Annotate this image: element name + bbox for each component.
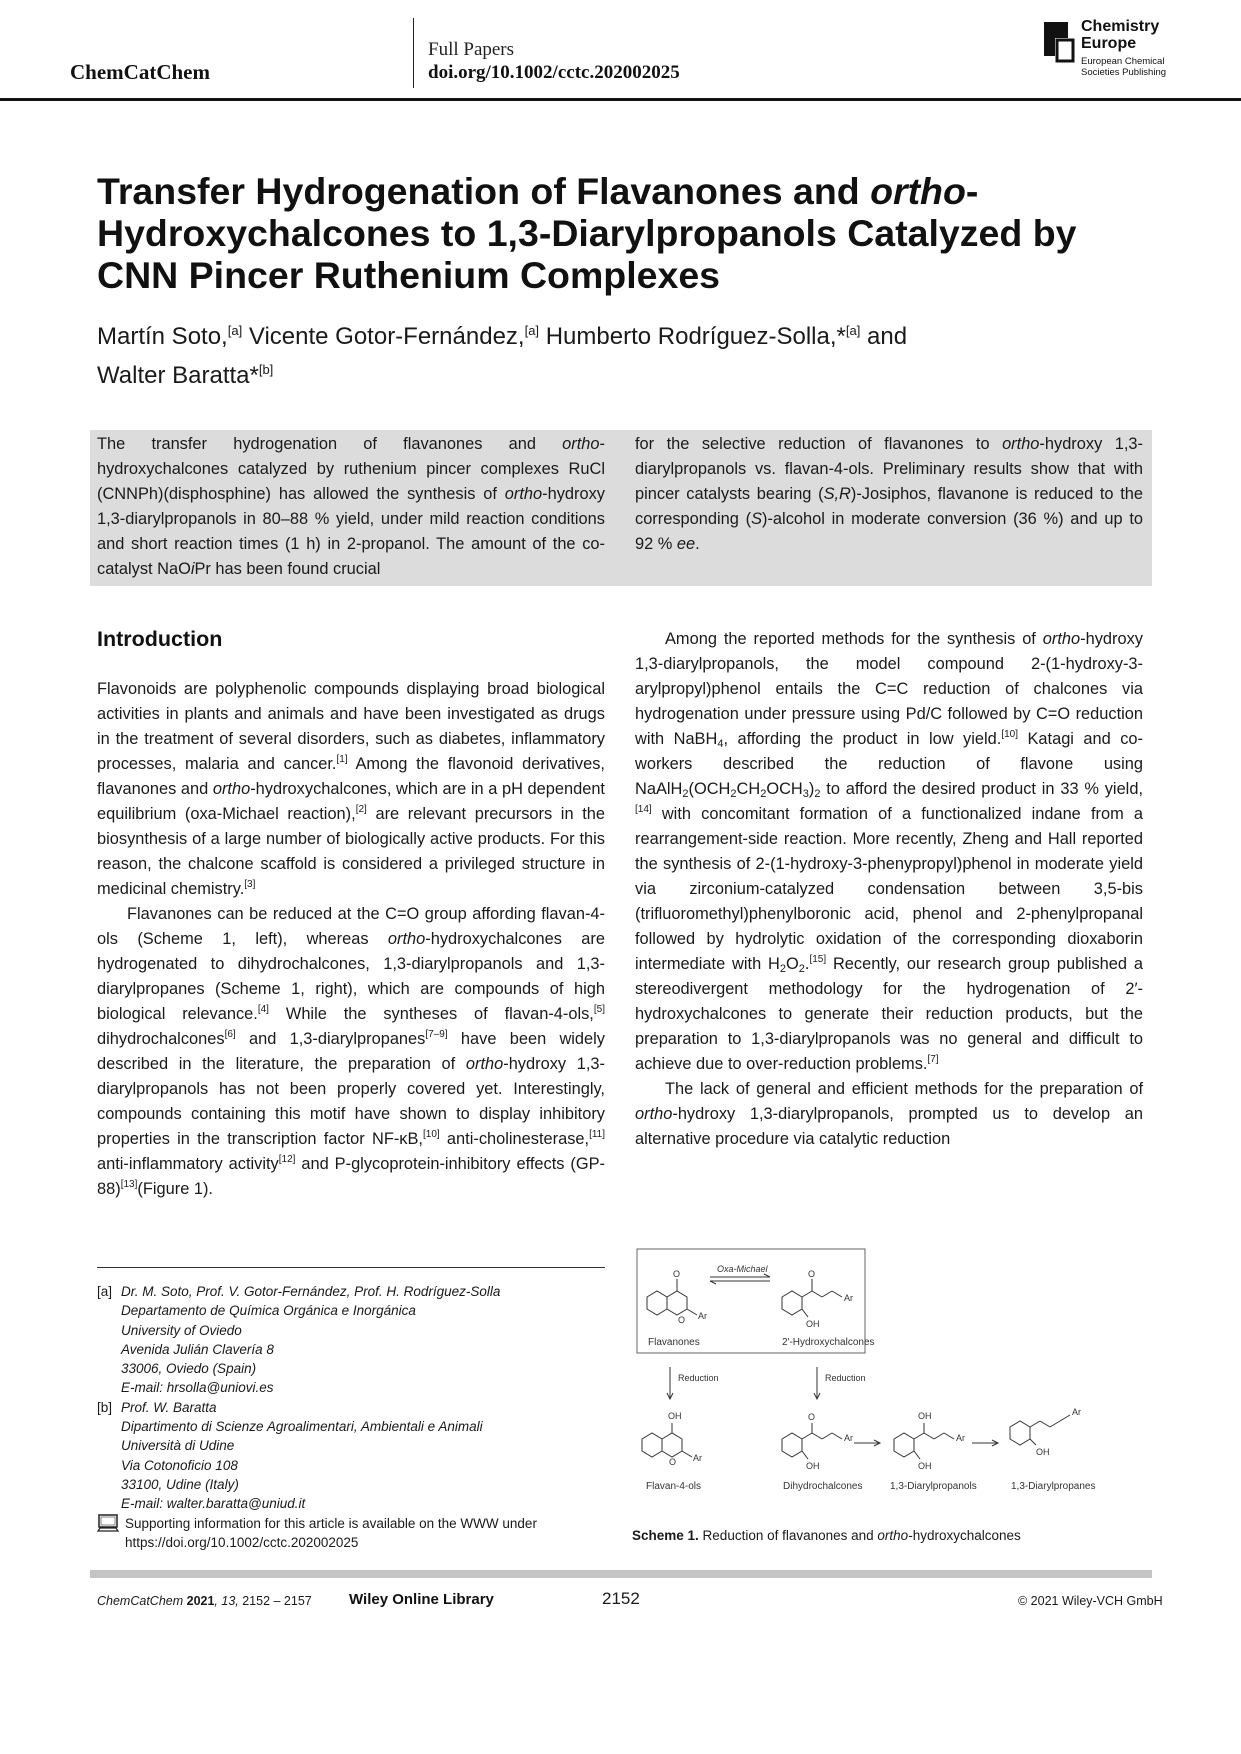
dihydrochalcone-structure — [782, 1412, 853, 1471]
svg-text:Ar: Ar — [1072, 1407, 1081, 1417]
svg-text:O: O — [669, 1457, 677, 1467]
svg-text:Ar: Ar — [956, 1433, 965, 1443]
footnote-rule — [97, 1267, 605, 1268]
label-reduction-left: Reduction — [678, 1373, 719, 1383]
email-link[interactable]: E-mail: walter.baratta@uniud.it — [121, 1496, 306, 1512]
author-gotor: Vicente Gotor-Fernández, — [242, 323, 525, 350]
svg-text:Ar: Ar — [698, 1311, 707, 1321]
paragraph: Among the reported methods for the synthesis of ortho-hydroxy 1,3-diarylpropanols, the model compound 2-(1-hydroxy-3-arylpropyl)phenol entails the C=C reduction of chalcones via hydrogenation under pressure using Pd/C followed by C=O reduction with NaBH$_4$, affording the product in low yield.[10] Katagi and co-workers described the reduction of flavone using $NaAlH_2(OCH_2CH_2OCH_3)_2$ to afford the desired product in 33 % yield,[14] with concomitant formation of a functionalized indane from a rearrangement-side reaction. More recently, Zheng and Hall reported the synthesis of 2-(1-hydroxy-3-phenypropyl)phenol in moderate yield via zirconium-catalyzed condensation between 3,5-bis (trifluoromethyl)phenylboronic acid, phenol and 2-phenylpropanal followed by hydrolytic oxidation of the corresponding dioxaborin intermediate with $H_2O_2.[15]$ Recently, our research group published a stereodivergent methodology for the hydrogenation of 2′-hydroxychalcones to generate their reduction products, but the preparation to 1,3-diarylpropanols was no general and difficult to achieve due to over-reduction problems.[7] — [635, 630, 1143, 1073]
author-baratta: Walter Baratta* — [97, 362, 259, 389]
scheme-1-figure — [632, 1247, 1147, 1517]
affiliation-footnotes — [97, 1282, 617, 1514]
author-rodriguez-solla: Humberto Rodríguez-Solla,* — [539, 323, 846, 350]
label-flavan-4-ols: Flavan-4-ols — [646, 1481, 702, 1492]
paragraph: Flavanones can be reduced at the C=O group affording flavan-4-ols (Scheme 1, left), whereas ortho-hydroxychalcones are hydrogenated to dihydrochalcones, 1,3-diarylpropanols and 1,3-diarylpropanes (Scheme 1, right), which are compounds of high biological relevance.[4] While the syntheses of flavan-4-ols,[5] dihydrochalcones[6] and 1,3-diarylpropanes[7–9] have been widely described in the literature, the preparation of ortho-hydroxy 1,3-diarylpropanols has not been properly covered yet. Interestingly, compounds containing this motif have shown to display inhibitory properties in the transcription factor NF-κB,[10] anti-cholinesterase,[11] anti-inflammatory activity[12] and P-glycoprotein-inhibitory effects (GP-88)[13](Figure 1). — [97, 905, 606, 1198]
abstract-left-column: The transfer hydrogenation of flavanones and ortho-hydroxychalcones catalyzed by ruthenium pincer complexes RuCl (CNNPh)(disphosphine) has allowed the synthesis of ortho-hydroxy 1,3-diarylpropanols in 80–88 % yield, under mild reaction conditions and short reaction times (1 h) in 2-propanol. The amount of the co-catalyst NaOiPr has been found crucial — [97, 435, 605, 578]
svg-text:O: O — [808, 1269, 816, 1279]
svg-text:OH: OH — [668, 1411, 682, 1421]
svg-text:OH: OH — [1036, 1447, 1050, 1457]
section-type: Full Papers — [428, 39, 515, 60]
svg-text:OH: OH — [806, 1461, 820, 1471]
svg-text:OH: OH — [918, 1411, 932, 1421]
label-diarylpropanols: 1,3-Diarylpropanols — [890, 1481, 977, 1492]
footer-rule — [90, 1570, 1152, 1578]
paragraph: The lack of general and efficient methods for the preparation of ortho-hydroxy 1,3-diarylpropanols, prompted us to develop an alternative procedure via catalytic reduction — [635, 1080, 1143, 1148]
label-hydroxychalcones: 2'-Hydroxychalcones — [782, 1337, 875, 1348]
header-separator — [413, 18, 414, 88]
diarylpropanol-structure — [894, 1411, 965, 1471]
svg-text:O: O — [808, 1412, 816, 1422]
email-link[interactable]: E-mail: hrsolla@uniovi.es — [121, 1380, 274, 1396]
svg-text:O: O — [678, 1315, 686, 1325]
diarylpropane-structure — [1010, 1407, 1081, 1457]
abstract-right-column: for the selective reduction of flavanones to ortho-hydroxy 1,3-diarylpropanols vs. flavan-4-ols. Preliminary results show that with pincer catalysts bearing (S,R)-Josiphos, flavanone is reduced to the corresponding (S)-alcohol in moderate conversion (36 %) and up to 92 % ee. — [635, 435, 1144, 553]
affiliation-a: [a] Dr. M. Soto, Prof. V. Gotor-Fernández, Prof. H. Rodríguez-Solla Departamento de Química Orgánica e Inorgánica University of Oviedo Avenida Julián Clavería 8 33006, Oviedo (Spain) E-mail: hrsolla@uniovi.es — [97, 1282, 617, 1398]
article-title: Transfer Hydrogenation of Flavanones and ortho-Hydroxychalcones to 1,3-Diarylpropanols Catalyzed by CNN Pincer Ruthenium Complexes — [97, 170, 1077, 296]
hydroxychalcone-structure — [782, 1269, 853, 1329]
svg-text:O: O — [673, 1269, 681, 1279]
label-diarylpropanes: 1,3-Diarylpropanes — [1011, 1481, 1096, 1492]
author-soto: Martín Soto, — [97, 323, 228, 350]
supporting-info-note: Supporting information for this article is available on the WWW under https://doi.org/10.1002/cctc.202002025 — [97, 1514, 617, 1552]
flavanone-structure — [647, 1269, 707, 1325]
paragraph: Flavonoids are polyphenolic compounds displaying broad biological activities in plants and animals and have been investigated as drugs in the treatment of several disorders, such as diabetes, inflammatory processes, malaria and cancer.[1] Among the flavonoid derivatives, flavanones and ortho-hydroxychalcones, which are in a pH dependent equilibrium (oxa-Michael reaction),[2] are relevant precursors in the biosynthesis of a large number of biologically active products. For this reason, the chalcone scaffold is considered a privileged structure in medicinal chemistry.[3] — [97, 680, 605, 898]
body-left-column — [97, 677, 605, 1202]
journal-name: ChemCatChem — [70, 60, 210, 84]
author-list: Martín Soto,[a] Vicente Gotor-Fernández,[a] Humberto Rodríguez-Solla,*[a] and Walter Baratta*[b] — [97, 323, 908, 389]
doi-link[interactable]: doi.org/10.1002/cctc.202002025 — [428, 62, 680, 83]
copyright: © 2021 Wiley-VCH GmbH — [1018, 1594, 1163, 1608]
wiley-online-library-link[interactable]: Wiley Online Library — [349, 1591, 494, 1608]
svg-text:Ar: Ar — [844, 1433, 853, 1443]
scheme-caption: Scheme 1. Reduction of flavanones and ortho-hydroxychalcones — [632, 1528, 1021, 1543]
flavan-4-ol-structure — [642, 1411, 702, 1467]
label-reduction-right: Reduction — [825, 1373, 866, 1383]
publisher-subtitle: European Chemical Societies Publishing — [1081, 56, 1167, 78]
svg-text:Ar: Ar — [844, 1293, 853, 1303]
affiliation-b: [b] Prof. W. Baratta Dipartimento di Scienze Agroalimentari, Ambientali e Animali Università di Udine Via Cotonoficio 108 33100, Udine (Italy) E-mail: walter.baratta@uniud.it — [97, 1398, 617, 1514]
supporting-info-link[interactable]: https://doi.org/10.1002/cctc.202002025 — [125, 1535, 359, 1550]
publisher-name: Chemistry Europe — [1081, 18, 1160, 52]
computer-icon — [97, 1514, 119, 1532]
svg-text:OH: OH — [806, 1319, 820, 1329]
label-dihydrochalcones: Dihydrochalcones — [783, 1481, 863, 1492]
page-number: 2152 — [602, 1589, 640, 1608]
svg-text:Ar: Ar — [693, 1453, 702, 1463]
section-heading-introduction: Introduction — [97, 627, 223, 651]
header-rule — [0, 98, 1241, 101]
footer-citation: ChemCatChem 2021, 13, 2152 – 2157 — [97, 1594, 312, 1608]
svg-text:OH: OH — [918, 1461, 932, 1471]
label-oxa-michael: Oxa-Michael — [717, 1264, 768, 1274]
body-right-column — [635, 627, 1143, 1152]
label-flavanones: Flavanones — [648, 1337, 700, 1348]
